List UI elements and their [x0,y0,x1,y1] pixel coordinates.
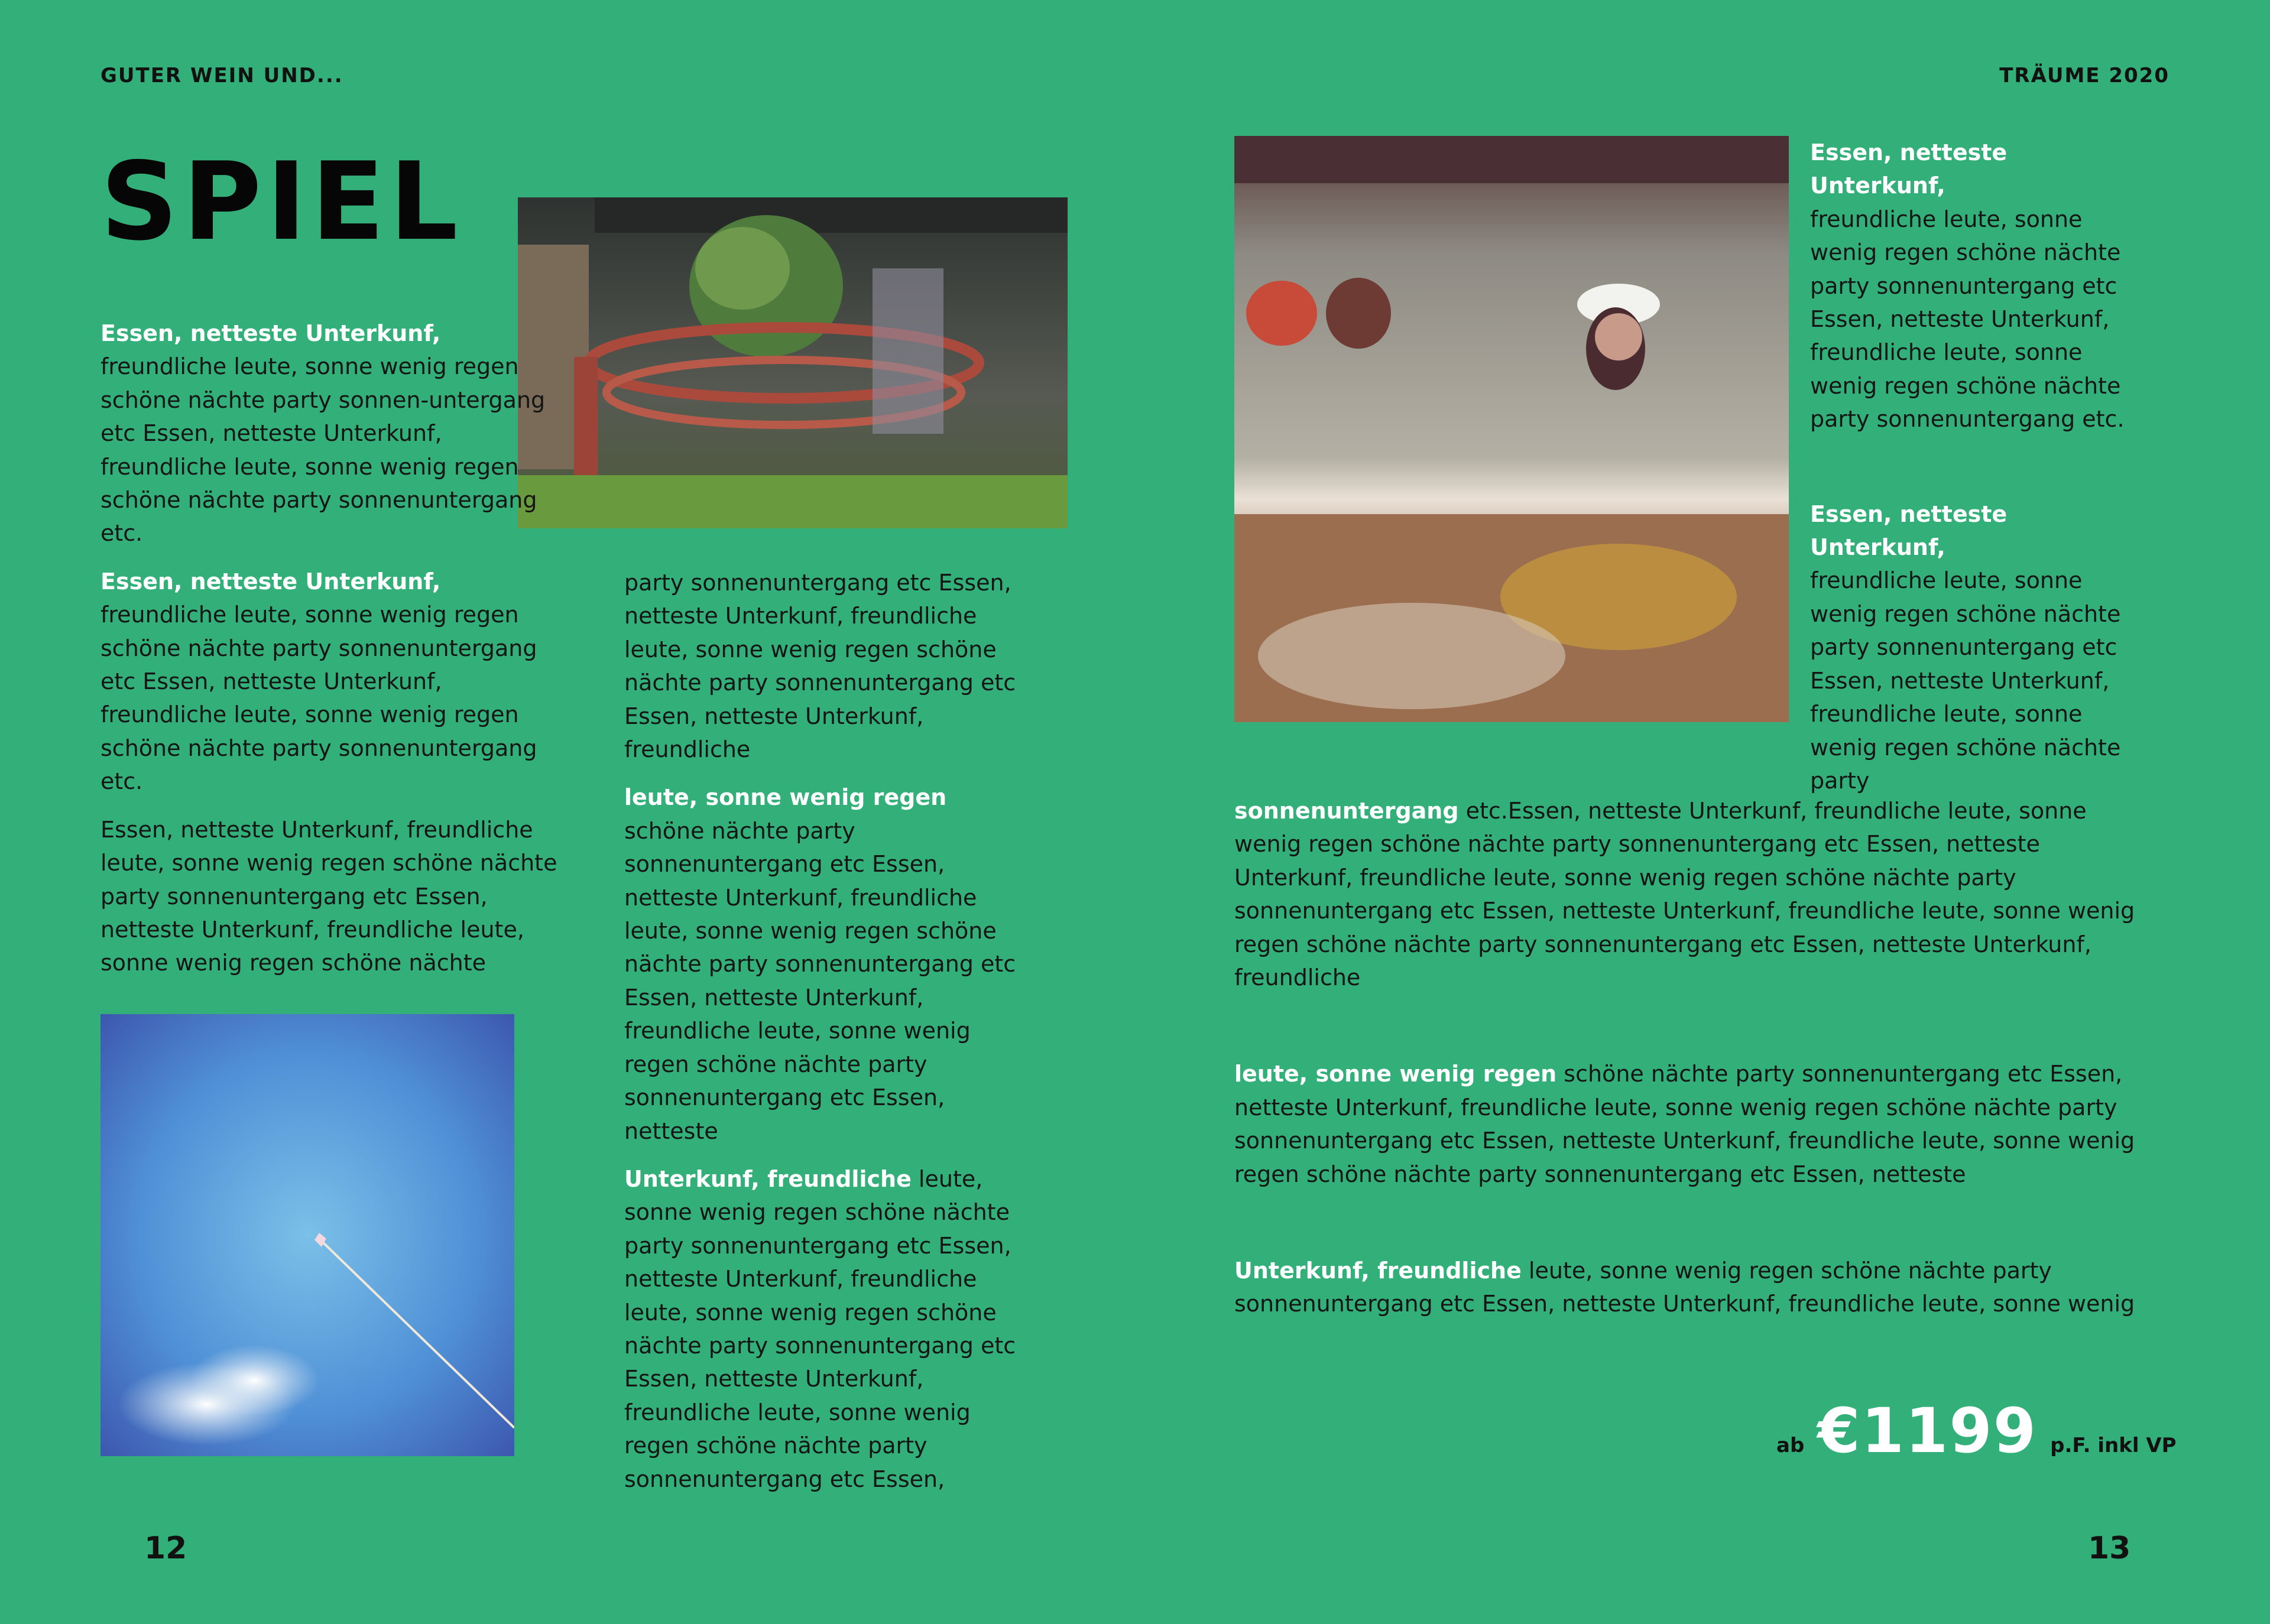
paragraph [1810,498,2141,798]
paragraph [1810,136,2141,436]
paragraph [1234,1254,2145,1321]
text-column-4 [1234,794,2145,1321]
paragraph: Essen, netteste Unterkunf, freundliche leute, sonne wenig regen schöne nächte party sonnenuntergang etc Essen, netteste Unterkunf, freundliche leute, sonne wenig regen schöne nächte [100,816,557,976]
bold-lead: leute, sonne wenig regen [624,784,947,811]
text-column-3 [1810,136,2141,797]
bold-lead: Essen, netteste Unterkunf, [1810,501,2008,561]
bold-lead: Unterkunf, freundliche [1234,1258,1522,1284]
paragraph: party sonnenuntergang etc Essen, netteste Unterkunf, freundliche leute, sonne wenig regen schöne nächte party sonnenuntergang etc Essen, netteste Unterkunf, freundliche [624,570,1016,763]
paragraph [1234,1057,2145,1191]
paragraph [624,781,1026,1147]
price-prefix: ab [1776,1434,1805,1457]
page-title: SPIEL [100,139,463,264]
price-suffix: p.F. inkl VP [2050,1434,2177,1457]
page-number-right: 13 [2088,1531,2131,1566]
carousel-photo [518,197,1068,528]
bold-lead: leute, sonne wenig regen [1234,1061,1557,1087]
running-header-left: GUTER WEIN UND... [100,64,343,87]
paragraph-text: leute, sonne wenig regen schöne nächte party sonnenuntergang etc Essen, netteste Unterkunf, freundliche leute, sonne wenig [1234,1258,2135,1317]
paragraph [100,565,562,798]
paragraph [100,317,562,550]
kite-sky-photo [100,1014,514,1456]
price-amount: €1199 [1817,1395,2038,1467]
bold-lead: Unterkunf, freundliche [624,1165,912,1192]
paragraph [1234,794,2145,994]
paragraph-text: leute, sonne wenig regen schöne nächte party sonnenuntergang etc Essen, netteste Unterkunf, freundliche leute, sonne wenig regen schöne nächte party sonnenuntergang etc Essen, netteste Unterkunf, freundliche leute, sonne wenig regen schöne nächte party sonnenuntergang etc Essen, [624,1165,1016,1492]
paragraph-text: schöne nächte party sonnenuntergang etc Essen, netteste Unterkunf, freundliche leute, sonne wenig regen schöne nächte party sonnenuntergang etc Essen, netteste Unterkunf, freundliche leute, sonne wenig regen schöne nächte party sonnenuntergang etc Essen, netteste [624,817,1016,1144]
page-number-left: 12 [144,1531,187,1566]
price-tag [1776,1395,2202,1467]
running-header-right: TRÄUME 2020 [1999,64,2170,87]
bold-lead: Essen, netteste Unterkunf, [100,320,441,346]
paragraph-text: freundliche leute, sonne wenig regen schöne nächte party sonnenuntergang etc Essen, netteste Unterkunf, freundliche leute, sonne wenig regen schöne nächte party sonnenuntergang etc. [100,602,537,795]
bold-lead: Essen, netteste Unterkunf, [1810,139,2008,199]
text-column-2 [624,566,1026,1496]
paragraph-text: freundliche leute, sonne wenig regen schöne nächte party sonnenuntergang etc Essen, netteste Unterkunf, freundliche leute, sonne wenig regen schöne nächte party [1810,567,2121,794]
paragraph-text: freundliche leute, sonne wenig regen schöne nächte party sonnen-untergang etc Essen, netteste Unterkunf, freundliche leute, sonne wenig regen schöne nächte party sonnenuntergang etc. [100,353,546,547]
bold-lead: sonnenuntergang [1234,798,1459,824]
paragraph-text: freundliche leute, sonne wenig regen schöne nächte party sonnenuntergang etc Essen, netteste Unterkunf, freundliche leute, sonne wenig regen schöne nächte party sonnenuntergang etc. [1810,206,2125,433]
paragraph-text: etc.Essen, netteste Unterkunf, freundliche leute, sonne wenig regen schöne nächte party sonnenuntergang etc Essen, netteste Unterkunf, freundliche leute, sonne wenig regen schöne nächte party sonnenuntergang etc Essen, netteste Unterkunf, freundliche leute, sonne wenig regen schöne nächte party sonnenuntergang etc Essen, netteste Unterkunf, freundliche [1234,798,2135,991]
bold-lead: Essen, netteste Unterkunf, [100,568,441,595]
text-column-1 [100,317,562,980]
river-swimmers-photo [1234,136,1789,722]
paragraph-text: schöne nächte party sonnenuntergang etc Essen, netteste Unterkunf, freundliche leute, sonne wenig regen schöne nächte party sonnenuntergang etc Essen, netteste Unterkunf, freundliche leute, sonne wenig regen schöne nächte party sonnenuntergang etc Essen, netteste [1234,1061,2135,1187]
paragraph [624,1162,1026,1496]
